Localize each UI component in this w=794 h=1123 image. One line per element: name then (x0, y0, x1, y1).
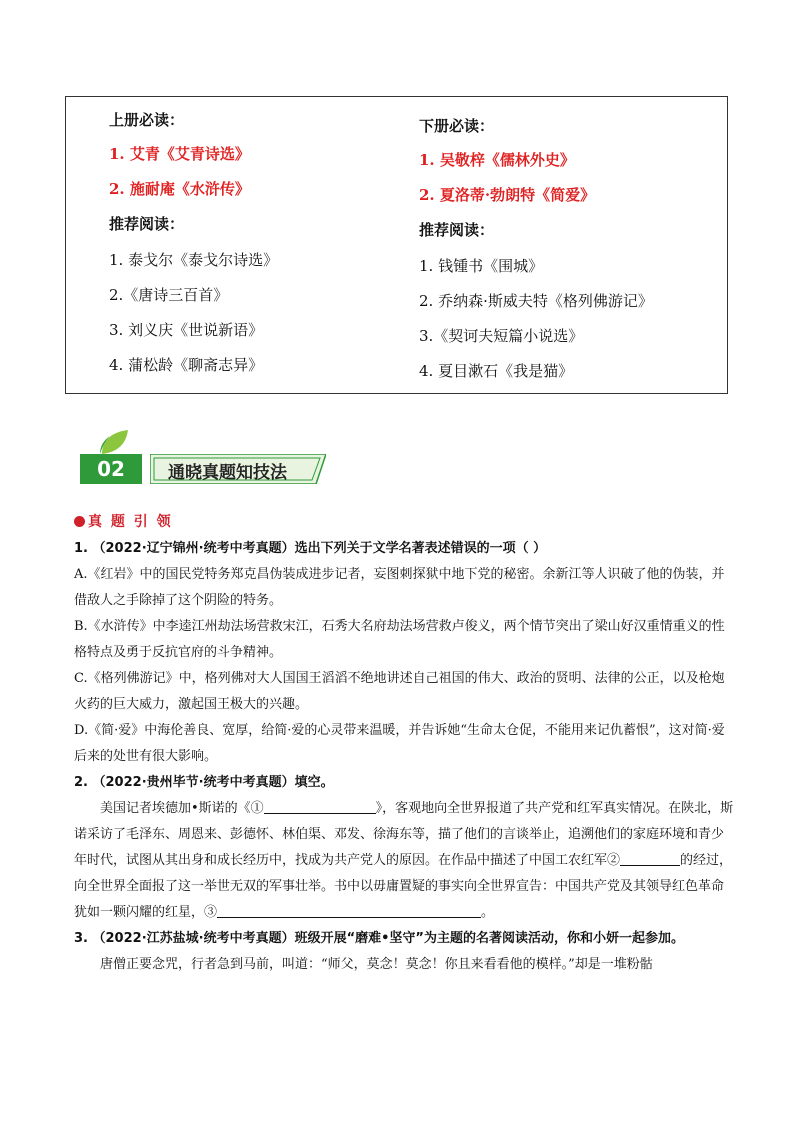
question-1-option-c: C.《格列佛游记》中，格列佛对大人国国王滔滔不绝地讲述自己祖国的伟大、政治的贤明、法律的公正，以及枪炮火药的巨大威力，激起国王极大的兴趣。 (74, 671, 725, 712)
left-recommend-2: 2.《唐诗三百首》 (109, 286, 229, 304)
question-2-text-2: 》，客观地向全世界报道了共产党和红军真实情况。在陕北，斯诺采访了毛泽东、周恩来、彭德怀、林伯渠、邓发、徐海东等，描了他们的言谈举止，追溯他们的家庭环境和青少年时代，试图从其出身和成长经历中，找成为共产党人的原因。在作品中描述了中国工农红军② (74, 801, 734, 868)
questions-content (74, 509, 734, 978)
question-2-text-1: 美国记者埃德加•斯诺的《① (100, 801, 264, 816)
right-recommend-1: 1. 钱锺书《围城》 (419, 257, 544, 275)
left-required-2: 2. 施耐庵《水浒传》 (109, 180, 250, 198)
question-2-text-3: 的经过，向全世界全面报了这一举世无双的军事壮举。书中以毋庸置疑的事实向全世界宣告：中国共产党及其领导红色革命犹如一颗闪耀的红星，③ (74, 853, 733, 920)
question-1-option-b: B.《水浒传》中李逵江州劫法场营救宋江，石秀大名府劫法场营救卢俊义，两个情节突出了梁山好汉重情重义的性格特点及勇于反抗官府的斗争精神。 (74, 619, 725, 660)
guide-header (74, 509, 734, 536)
blank-2[interactable] (620, 851, 680, 866)
right-recommend-4: 4. 夏目漱石《我是猫》 (419, 362, 574, 380)
section-title: 通晓真题知技法 (168, 463, 287, 483)
section-header (80, 428, 330, 486)
left-recommend-4: 4. 蒲松龄《聊斋志异》 (109, 356, 264, 374)
right-required-2: 2. 夏洛蒂·勃朗特《简爱》 (419, 186, 596, 204)
question-2-text (74, 796, 734, 926)
reading-list-box (65, 96, 728, 394)
question-1-option-d: D.《简·爱》中海伦善良、宽厚，给简·爱的心灵带来温暖，并告诉她“生命太仓促，不能用来记仇蓄恨”，这对简·爱后来的处世有很大影响。 (74, 723, 725, 764)
section-number-badge: 02 (80, 454, 142, 484)
question-3: 3. （2022·江苏盐城·统考中考真题）班级开展“磨难•坚守”为主题的名著阅读活动，你和小妍一起参加。 (74, 931, 684, 946)
guide-header-text: 真 题 引 领 (88, 514, 173, 530)
right-required-1: 1. 吴敬梓《儒林外史》 (419, 151, 575, 169)
blank-3[interactable] (217, 903, 481, 918)
question-1-option-a: A.《红岩》中的国民党特务郑克昌伪装成进步记者，妄图刺探狱中地下党的秘密。余新江等人识破了他的伪装，并借敌人之手除掉了这个阴险的特务。 (74, 567, 725, 608)
left-title: 上册必读： (109, 111, 185, 129)
right-recommend-3: 3.《契诃夫短篇小说选》 (419, 327, 584, 345)
right-recommend-2: 2. 乔纳森·斯威夫特《格列佛游记》 (419, 292, 653, 310)
right-title: 下册必读： (419, 117, 495, 135)
question-2: 2. （2022·贵州毕节·统考中考真题）填空。 (74, 775, 334, 790)
leaf-icon (98, 428, 134, 456)
blank-1[interactable] (264, 799, 376, 814)
question-3-text: 唐僧正要念咒，行者急到马前，叫道：“师父，莫念！莫念！你且来看看他的模样。”却是一堆粉骷 (100, 957, 653, 972)
red-dot-icon (74, 516, 85, 527)
question-1: 1. （2022·辽宁锦州·统考中考真题）选出下列关于文学名著表述错误的一项（ ） (74, 541, 547, 556)
left-recommend-1: 1. 泰戈尔《泰戈尔诗选》 (109, 251, 279, 269)
left-recommend-title: 推荐阅读： (109, 215, 185, 233)
question-2-text-4: 。 (481, 905, 495, 920)
left-recommend-3: 3. 刘义庆《世说新语》 (109, 321, 264, 339)
left-required-1: 1. 艾青《艾青诗选》 (109, 145, 250, 163)
right-recommend-title: 推荐阅读： (419, 221, 495, 239)
